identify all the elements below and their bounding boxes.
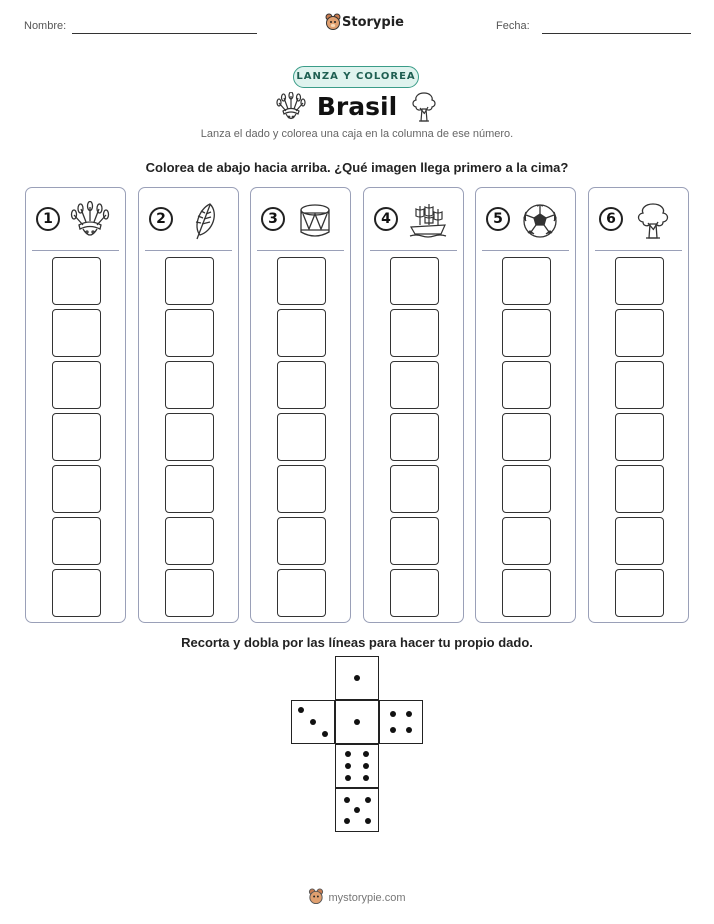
dice-pip [344,797,350,803]
column-3 [250,187,351,623]
color-box[interactable] [165,465,214,513]
color-box[interactable] [277,413,326,461]
column-number: 1 [36,207,60,231]
page-title: Brasil [316,92,398,121]
drum-icon [295,201,335,241]
box-stack [52,257,101,621]
dice-pip [354,719,360,725]
column-number: 6 [599,207,623,231]
color-box[interactable] [502,309,551,357]
dice-face-1 [335,656,379,700]
activity-badge: LANZA Y COLOREA [293,66,419,88]
dice-pip [345,775,351,781]
column-6 [588,187,689,623]
soccer-ball-icon [520,201,560,241]
color-box[interactable] [52,413,101,461]
color-box[interactable] [390,257,439,305]
dice-pip [345,763,351,769]
column-divider [32,250,119,251]
color-box[interactable] [165,413,214,461]
dice-pip [363,775,369,781]
dice-face-4 [379,700,423,744]
subtitle: Lanza el dado y colorea una caja en la columna de ese número. [200,128,514,140]
color-box[interactable] [52,361,101,409]
column-divider [370,250,457,251]
dice-pip [354,807,360,813]
dice-pip [298,707,304,713]
footer-url: mystorypie.com [328,892,406,904]
color-box[interactable] [52,309,101,357]
color-box[interactable] [277,569,326,617]
color-box[interactable] [165,517,214,565]
color-box[interactable] [502,569,551,617]
dice-pip [363,763,369,769]
color-box[interactable] [615,361,664,409]
column-number: 5 [486,207,510,231]
color-box[interactable] [165,309,214,357]
column-number: 3 [261,207,285,231]
column-1 [25,187,126,623]
column-2 [138,187,239,623]
color-box[interactable] [277,517,326,565]
color-box[interactable] [615,569,664,617]
dice-pip [344,818,350,824]
color-box[interactable] [52,465,101,513]
dice-pip [365,797,371,803]
color-box[interactable] [390,569,439,617]
dice-face-3 [291,700,335,744]
color-box[interactable] [502,413,551,461]
dice-pip [345,751,351,757]
brand-name: Storypie [342,15,404,30]
color-box[interactable] [615,413,664,461]
color-box[interactable] [165,361,214,409]
box-stack [165,257,214,621]
dice-pip [406,727,412,733]
dice-instruction: Recorta y dobla por las líneas para hacer tu propio dado. [181,635,533,650]
color-box[interactable] [52,257,101,305]
dice-pip [365,818,371,824]
dice-pip [390,727,396,733]
ship-icon [408,201,448,241]
color-box[interactable] [615,517,664,565]
color-box[interactable] [390,361,439,409]
dice-pip [390,711,396,717]
tree-icon [633,201,673,241]
date-label: Fecha: [496,20,530,32]
dice-pip [322,731,328,737]
column-4 [363,187,464,623]
date-line[interactable] [542,33,691,34]
color-box[interactable] [615,309,664,357]
footer [0,888,714,905]
color-box[interactable] [390,309,439,357]
column-divider [595,250,682,251]
dice-face-6 [335,744,379,788]
box-stack [502,257,551,621]
name-line[interactable] [72,33,257,34]
dice-pip [310,719,316,725]
color-box[interactable] [502,465,551,513]
column-divider [257,250,344,251]
brand-logo [325,13,404,33]
column-instruction: Colorea de abajo hacia arriba. ¿Qué imagen llega primero a la cima? [145,160,569,175]
color-box[interactable] [277,257,326,305]
dice-pip [363,751,369,757]
color-box[interactable] [502,361,551,409]
column-divider [145,250,232,251]
column-number: 2 [149,207,173,231]
color-box[interactable] [277,361,326,409]
color-box[interactable] [165,257,214,305]
color-box[interactable] [390,517,439,565]
bear-logo-icon [308,888,324,905]
color-box[interactable] [615,465,664,513]
box-stack [390,257,439,621]
box-stack [277,257,326,621]
box-stack [615,257,664,621]
column-number: 4 [374,207,398,231]
color-box[interactable] [277,465,326,513]
feather-icon [183,201,223,241]
dice-face-5 [335,788,379,832]
color-box[interactable] [615,257,664,305]
bear-logo-icon [325,13,341,31]
color-box[interactable] [277,309,326,357]
color-box[interactable] [502,517,551,565]
tree-icon [410,91,438,123]
name-label: Nombre: [24,20,67,32]
dice-pip [406,711,412,717]
dice-pip [354,675,360,681]
color-box[interactable] [52,569,101,617]
color-box[interactable] [390,465,439,513]
color-box[interactable] [390,413,439,461]
color-box[interactable] [502,257,551,305]
headdress-icon [70,201,110,241]
column-5 [475,187,576,623]
color-box[interactable] [52,517,101,565]
dice-face-1 [335,700,379,744]
color-box[interactable] [165,569,214,617]
column-divider [482,250,569,251]
